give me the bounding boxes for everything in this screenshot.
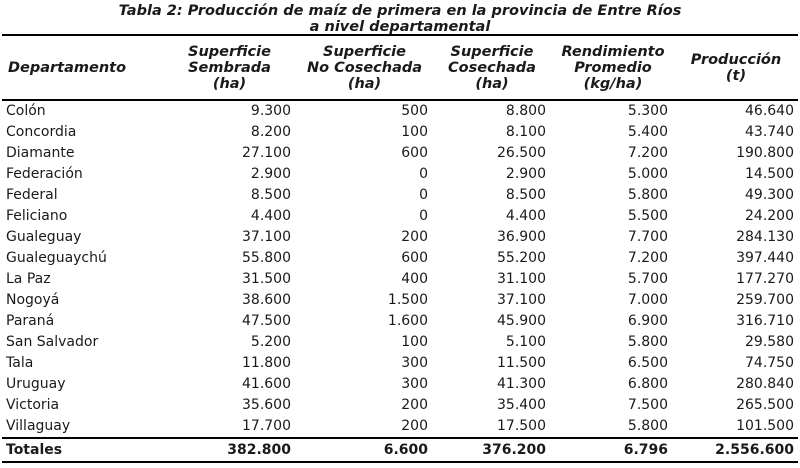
cell-superficie-cosechada: 31.100 — [497, 271, 546, 287]
cell-rendimiento-promedio: 5.000 — [627, 166, 668, 182]
table-row — [2, 374, 798, 395]
cell-rendimiento-promedio: 5.300 — [627, 103, 668, 119]
cell-superficie-no-cosechada: 400 — [401, 271, 428, 287]
cell-produccion: 265.500 — [736, 397, 794, 413]
cell-superficie-no-cosechada: 600 — [401, 250, 428, 266]
cell-produccion: 49.300 — [745, 187, 794, 203]
cell-produccion: 284.130 — [736, 229, 794, 245]
cell-superficie-sembrada: 9.300 — [250, 103, 291, 119]
cell-produccion: 46.640 — [745, 103, 794, 119]
cell-rendimiento-promedio: 7.200 — [627, 145, 668, 161]
cell-superficie-cosechada: 37.100 — [497, 292, 546, 308]
total-superficie-sembrada: 382.800 — [162, 438, 297, 462]
cell-departamento: La Paz — [6, 271, 51, 287]
table-row — [2, 143, 798, 164]
column-header-line: (ha) — [347, 75, 382, 92]
cell-departamento: Diamante — [6, 145, 75, 161]
column-header-line: Sembrada — [188, 59, 271, 76]
table-row — [2, 248, 798, 269]
total-produccion: 2.556.600 — [674, 438, 798, 462]
column-header-line: Superficie — [323, 43, 406, 60]
total-departamento: Totales — [2, 438, 162, 462]
cell-superficie-cosechada: 11.500 — [497, 355, 546, 371]
cell-superficie-sembrada: 8.500 — [250, 187, 291, 203]
column-header-line: No Cosechada — [306, 59, 423, 76]
cell-rendimiento-promedio: 5.800 — [627, 187, 668, 203]
cell-rendimiento-promedio: 7.700 — [627, 229, 668, 245]
cell-superficie-cosechada: 8.800 — [505, 103, 546, 119]
cell-superficie-sembrada: 5.200 — [250, 334, 291, 350]
cell-superficie-sembrada: 4.400 — [250, 208, 291, 224]
cell-superficie-sembrada: 55.800 — [242, 250, 291, 266]
cell-departamento: Colón — [6, 103, 46, 119]
column-header-rendimiento-promedio — [552, 35, 674, 100]
cell-departamento: Concordia — [6, 124, 77, 140]
cell-departamento: Feliciano — [6, 208, 68, 224]
cell-superficie-cosechada: 36.900 — [497, 229, 546, 245]
table-row — [2, 206, 798, 227]
production-table — [2, 34, 798, 463]
table-row — [2, 290, 798, 311]
cell-rendimiento-promedio: 7.500 — [627, 397, 668, 413]
column-header-line: (ha) — [212, 75, 247, 92]
cell-produccion: 259.700 — [736, 292, 794, 308]
column-header-departamento — [2, 35, 162, 100]
totals-row — [2, 438, 798, 462]
cell-departamento: Federal — [6, 187, 58, 203]
cell-departamento: Gualeguaychú — [6, 250, 107, 266]
column-header-produccion — [674, 35, 798, 100]
cell-rendimiento-promedio: 5.500 — [627, 208, 668, 224]
table-title — [0, 0, 800, 34]
cell-superficie-no-cosechada: 0 — [419, 208, 428, 224]
total-superficie-cosechada: 376.200 — [432, 438, 552, 462]
table-row — [2, 332, 798, 353]
cell-superficie-cosechada: 5.100 — [505, 334, 546, 350]
cell-superficie-no-cosechada: 100 — [401, 334, 428, 350]
column-header-superficie-sembrada — [162, 35, 297, 100]
column-header-line: Departamento — [8, 59, 127, 76]
table-row — [2, 100, 798, 122]
cell-rendimiento-promedio: 7.200 — [627, 250, 668, 266]
column-header-line: (ha) — [475, 75, 509, 92]
table-row — [2, 164, 798, 185]
cell-rendimiento-promedio: 5.700 — [627, 271, 668, 287]
cell-superficie-cosechada: 4.400 — [505, 208, 546, 224]
table-row — [2, 311, 798, 332]
cell-superficie-no-cosechada: 200 — [401, 397, 428, 413]
cell-departamento: San Salvador — [6, 334, 99, 350]
column-header-line: (kg/ha) — [583, 75, 643, 92]
cell-rendimiento-promedio: 5.800 — [627, 418, 668, 434]
cell-superficie-cosechada: 8.100 — [505, 124, 546, 140]
cell-superficie-sembrada: 38.600 — [242, 292, 291, 308]
cell-superficie-cosechada: 55.200 — [497, 250, 546, 266]
cell-rendimiento-promedio: 7.000 — [627, 292, 668, 308]
cell-superficie-cosechada: 17.500 — [497, 418, 546, 434]
table-header-row — [2, 35, 798, 100]
cell-produccion: 14.500 — [745, 166, 794, 182]
column-header-superficie-no-cosechada — [297, 35, 432, 100]
cell-superficie-no-cosechada: 1.600 — [387, 313, 428, 329]
column-header-line: Cosechada — [448, 59, 536, 76]
cell-departamento: Uruguay — [6, 376, 66, 392]
cell-superficie-no-cosechada: 0 — [419, 187, 428, 203]
column-header-line: Producción — [690, 51, 782, 68]
cell-superficie-sembrada: 11.800 — [242, 355, 291, 371]
cell-superficie-no-cosechada: 600 — [401, 145, 428, 161]
cell-rendimiento-promedio: 6.800 — [627, 376, 668, 392]
cell-superficie-sembrada: 17.700 — [242, 418, 291, 434]
cell-superficie-sembrada: 8.200 — [250, 124, 291, 140]
cell-produccion: 316.710 — [736, 313, 794, 329]
cell-departamento: Nogoyá — [6, 292, 60, 308]
total-superficie-no-cosechada: 6.600 — [297, 438, 432, 462]
column-header-line: Rendimiento — [561, 43, 665, 60]
table-row — [2, 353, 798, 374]
cell-departamento: Paraná — [6, 313, 55, 329]
table-row — [2, 416, 798, 438]
cell-superficie-cosechada: 45.900 — [497, 313, 546, 329]
cell-departamento: Victoria — [6, 397, 60, 413]
cell-produccion: 280.840 — [736, 376, 794, 392]
table-row — [2, 185, 798, 206]
cell-superficie-no-cosechada: 500 — [401, 103, 428, 119]
cell-produccion: 177.270 — [736, 271, 794, 287]
cell-departamento: Villaguay — [6, 418, 71, 434]
cell-superficie-sembrada: 2.900 — [250, 166, 291, 182]
column-header-line: Superficie — [450, 43, 534, 60]
cell-superficie-no-cosechada: 0 — [419, 166, 428, 182]
table-row — [2, 122, 798, 143]
column-header-line: Promedio — [574, 59, 652, 76]
cell-produccion: 24.200 — [745, 208, 794, 224]
cell-superficie-no-cosechada: 100 — [401, 124, 428, 140]
column-header-line: Superficie — [188, 43, 271, 60]
cell-superficie-sembrada: 41.600 — [242, 376, 291, 392]
cell-departamento: Gualeguay — [6, 229, 82, 245]
cell-rendimiento-promedio: 6.900 — [627, 313, 668, 329]
cell-superficie-no-cosechada: 300 — [401, 376, 428, 392]
cell-superficie-cosechada: 26.500 — [497, 145, 546, 161]
table-title-line-2: a nivel departamental — [309, 19, 491, 35]
cell-superficie-no-cosechada: 300 — [401, 355, 428, 371]
cell-superficie-sembrada: 27.100 — [242, 145, 291, 161]
cell-superficie-cosechada: 41.300 — [497, 376, 546, 392]
cell-departamento: Federación — [6, 166, 83, 182]
table-body — [2, 100, 798, 438]
cell-superficie-sembrada: 35.600 — [242, 397, 291, 413]
cell-superficie-no-cosechada: 200 — [401, 229, 428, 245]
cell-superficie-cosechada: 35.400 — [497, 397, 546, 413]
column-header-superficie-cosechada — [432, 35, 552, 100]
cell-superficie-cosechada: 8.500 — [505, 187, 546, 203]
column-header-line: (t) — [725, 67, 747, 84]
cell-produccion: 190.800 — [736, 145, 794, 161]
cell-superficie-cosechada: 2.900 — [505, 166, 546, 182]
cell-produccion: 74.750 — [745, 355, 794, 371]
total-rendimiento-promedio: 6.796 — [552, 438, 674, 462]
table-row — [2, 395, 798, 416]
cell-superficie-no-cosechada: 1.500 — [387, 292, 428, 308]
cell-produccion: 101.500 — [736, 418, 794, 434]
table-title-line-1: Tabla 2: Producción de maíz de primera en la provincia de Entre Ríos — [118, 3, 682, 19]
cell-departamento: Tala — [6, 355, 34, 371]
cell-superficie-no-cosechada: 200 — [401, 418, 428, 434]
cell-rendimiento-promedio: 5.400 — [627, 124, 668, 140]
table-row — [2, 269, 798, 290]
cell-superficie-sembrada: 31.500 — [242, 271, 291, 287]
cell-produccion: 29.580 — [745, 334, 794, 350]
cell-rendimiento-promedio: 6.500 — [627, 355, 668, 371]
cell-superficie-sembrada: 37.100 — [242, 229, 291, 245]
cell-superficie-sembrada: 47.500 — [242, 313, 291, 329]
table-row — [2, 227, 798, 248]
cell-produccion: 43.740 — [745, 124, 794, 140]
cell-produccion: 397.440 — [736, 250, 794, 266]
cell-rendimiento-promedio: 5.800 — [627, 334, 668, 350]
